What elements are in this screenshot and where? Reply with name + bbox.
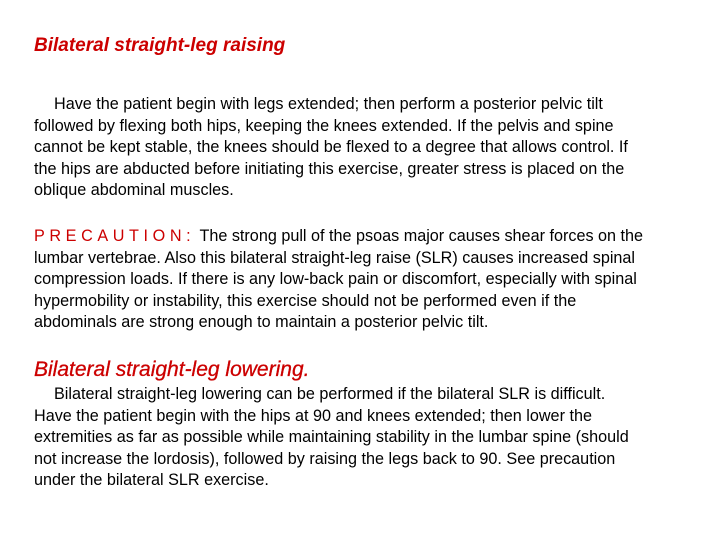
paragraph-line: abdominals are strong enough to maintain a posterior pelvic tilt. <box>34 313 489 332</box>
paragraph-line: under the bilateral SLR exercise. <box>34 471 269 490</box>
paragraph-line: not increase the lordosis), followed by raising the legs back to 90. See precaution <box>34 449 616 468</box>
precaution-paragraph <box>34 226 714 334</box>
paragraph-line: cannot be kept stable, the knees should be flexed to a degree that allows control. If <box>34 138 628 157</box>
paragraph-line: followed by flexing both hips, keeping the knees extended. If the pelvis and spine <box>34 116 614 135</box>
paragraph-line: Have the patient begin with the hips at 90 and knees extended; then lower the <box>34 406 592 425</box>
precaution-first-line <box>34 226 714 248</box>
section-heading-straight-leg-lowering: Bilateral straight-leg lowering. <box>34 358 310 381</box>
precaution-first-line-text: The strong pull of the psoas major causes shear forces on the <box>195 227 644 245</box>
straight-leg-lowering-paragraph <box>34 384 714 492</box>
precaution-label: PRECAUTION: <box>34 227 196 245</box>
paragraph-line: Bilateral straight-leg lowering can be performed if the bilateral SLR is difficult. <box>54 385 606 403</box>
paragraph-line: extremities as far as possible while maintaining stability in the lumbar spine (should <box>34 428 629 447</box>
paragraph-line: compression loads. If there is any low-back pain or discomfort, especially with spinal <box>34 270 637 289</box>
paragraph-line: hypermobility or instability, this exercise should not be performed even if the <box>34 291 577 310</box>
paragraph-line: Have the patient begin with legs extended; then perform a posterior pelvic tilt <box>54 95 603 113</box>
paragraph-line: the hips are abducted before initiating this exercise, greater stress is placed on the <box>34 159 625 178</box>
section-heading-straight-leg-raising: Bilateral straight-leg raising <box>34 35 286 56</box>
paragraph-line: oblique abdominal muscles. <box>34 181 234 200</box>
straight-leg-raising-paragraph <box>34 94 714 202</box>
paragraph-line: lumbar vertebrae. Also this bilateral straight-leg raise (SLR) causes increased spinal <box>34 248 636 267</box>
